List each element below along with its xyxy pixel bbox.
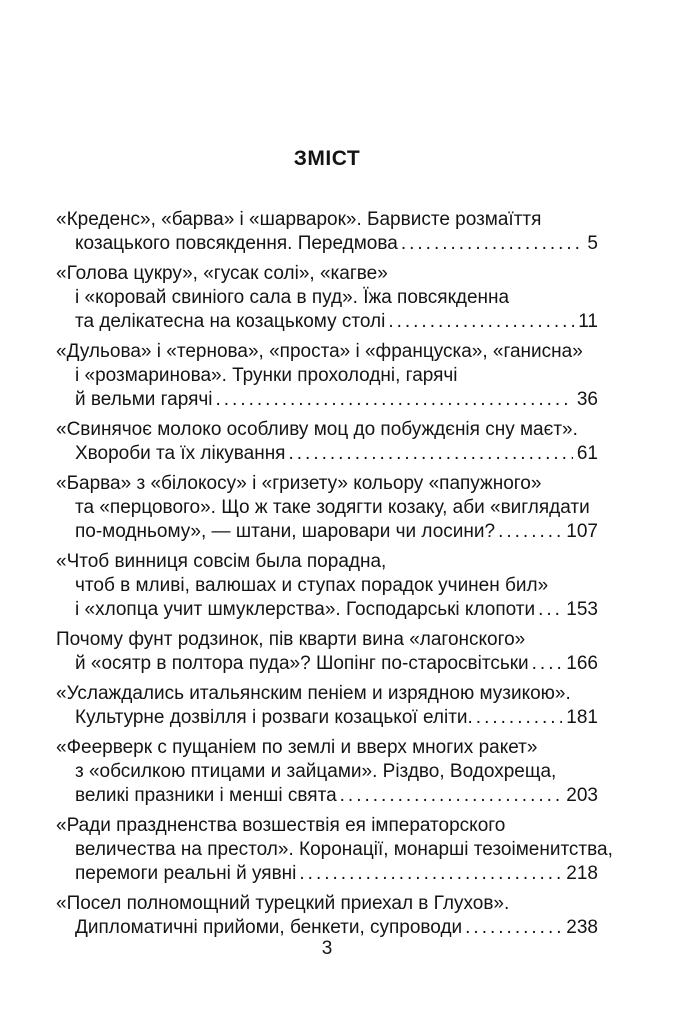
toc-line: [56, 598, 598, 622]
dot-leader: [465, 916, 562, 940]
toc-line: [56, 652, 598, 676]
toc-page-number: 218: [566, 863, 598, 884]
toc-page-number: 61: [576, 443, 598, 464]
toc-page-number: 107: [566, 521, 598, 542]
toc-line: [56, 706, 598, 730]
toc-line: «Свинячоє молоко особливу моц до побуждєнія сну маєт».: [56, 419, 578, 440]
dot-leader: [538, 598, 562, 622]
dot-leader: [340, 784, 563, 808]
toc-line: «Услаждались итальянским пеніем и изрядною музикою».: [56, 683, 571, 704]
dot-leader: [498, 520, 562, 544]
toc-entry: [56, 418, 598, 466]
toc-entry: [56, 340, 598, 412]
toc-entry: [56, 814, 613, 886]
toc-line: [56, 520, 598, 544]
toc-entry: [56, 550, 598, 622]
toc-line-text: по-модньому», — штани, шаровари чи лосини?: [75, 521, 496, 542]
toc-line: [56, 310, 598, 334]
toc-line: «Креденс», «барва» і «шарварок». Барвисте розмаїття: [56, 209, 542, 230]
toc-list: [56, 208, 613, 940]
toc-line-text: великі празники і менші свята: [75, 785, 337, 806]
dot-leader: [216, 388, 573, 412]
toc-line: [56, 784, 598, 808]
toc-page-number: 5: [587, 233, 598, 254]
toc-line: «Чтоб винниця совсім была порадна,: [56, 551, 387, 572]
toc-entry: [56, 892, 598, 940]
toc-entry: [56, 262, 598, 334]
toc-line: [56, 232, 598, 256]
toc-line: з «обсилкою птицами и зайцами». Різдво, Водохреща,: [75, 761, 557, 782]
toc-entry: [56, 736, 598, 808]
toc-line: та «перцового». Що ж таке зодягти козаку, аби «виглядати: [75, 497, 590, 518]
dot-leader: [299, 862, 562, 886]
toc-page-number: 153: [566, 599, 598, 620]
page-title: ЗМІСТ: [293, 147, 361, 170]
toc-page-number: 36: [576, 389, 598, 410]
toc-line: [56, 388, 598, 412]
toc-line-text: Дипломатичні прийоми, бенкети, супроводи: [75, 917, 463, 938]
toc-line: «Посел полномощний турецкий приехал в Глухов».: [56, 893, 510, 914]
text-block: [56, 0, 613, 946]
toc-page-number: 238: [566, 917, 598, 938]
toc-line-text: й вельми гарячі: [75, 389, 213, 410]
toc-line-text: й «осятр в полтора пуда»? Шопінг по-старосвітськи: [75, 653, 529, 674]
toc-line: величества на престол». Коронації, монарші тезоіменитства,: [75, 839, 613, 860]
toc-page-number: 11: [578, 311, 598, 332]
toc-line: [56, 862, 598, 886]
toc-line: «Барва» з «білокосу» і «гризету» кольору «папужного»: [56, 473, 542, 494]
dot-leader: [476, 706, 563, 730]
toc-line: «Феерверк с пущаніем по землі и вверх многих ракет»: [56, 737, 538, 758]
toc-line-text: перемоги реальні й уявні: [75, 863, 297, 884]
toc-page-number: 166: [566, 653, 598, 674]
dot-leader: [401, 232, 584, 256]
toc-line: «Ради праздненства возшествія ея імператорского: [56, 815, 506, 836]
toc-line: [56, 916, 598, 940]
dot-leader: [388, 310, 574, 334]
toc-line: і «коровай свиніого сала в пуд». Їжа повсякденна: [75, 287, 510, 308]
toc-line-text: козацького повсякдення. Передмова: [75, 233, 398, 254]
toc-line: і «розмаринова». Трунки прохолодні, гарячі: [75, 365, 458, 386]
toc-entry: [56, 208, 598, 256]
toc-page-number: 203: [566, 785, 598, 806]
dot-leader: [288, 442, 572, 466]
toc-entry: [56, 628, 598, 676]
toc-entry: [56, 682, 598, 730]
toc-line: «Дульова» і «тернова», «проста» і «француска», «ганисна»: [56, 341, 583, 362]
toc-line-text: і «хлопца учит шмуклерства». Господарські клопоти: [75, 599, 536, 620]
toc-page-number: 181: [566, 707, 598, 728]
toc-line: «Голова цукру», «гусак солі», «кагве»: [56, 263, 388, 284]
toc-line-text: Хвороби та їх лікування: [75, 443, 286, 464]
dot-leader: [532, 652, 563, 676]
toc-entry: [56, 472, 598, 544]
toc-line: чтоб в мливі, валюшах и ступах порадок учинен бил»: [75, 575, 549, 596]
toc-line: Почому фунт родзинок, пів кварти вина «лагонского»: [56, 629, 526, 650]
toc-line: [56, 442, 598, 466]
folio-page-number: 3: [321, 938, 333, 959]
toc-line-text: та делікатесна на козацькому столі: [75, 311, 386, 332]
toc-line-text: Культурне дозвілля і розваги козацької еліти.: [75, 707, 473, 728]
